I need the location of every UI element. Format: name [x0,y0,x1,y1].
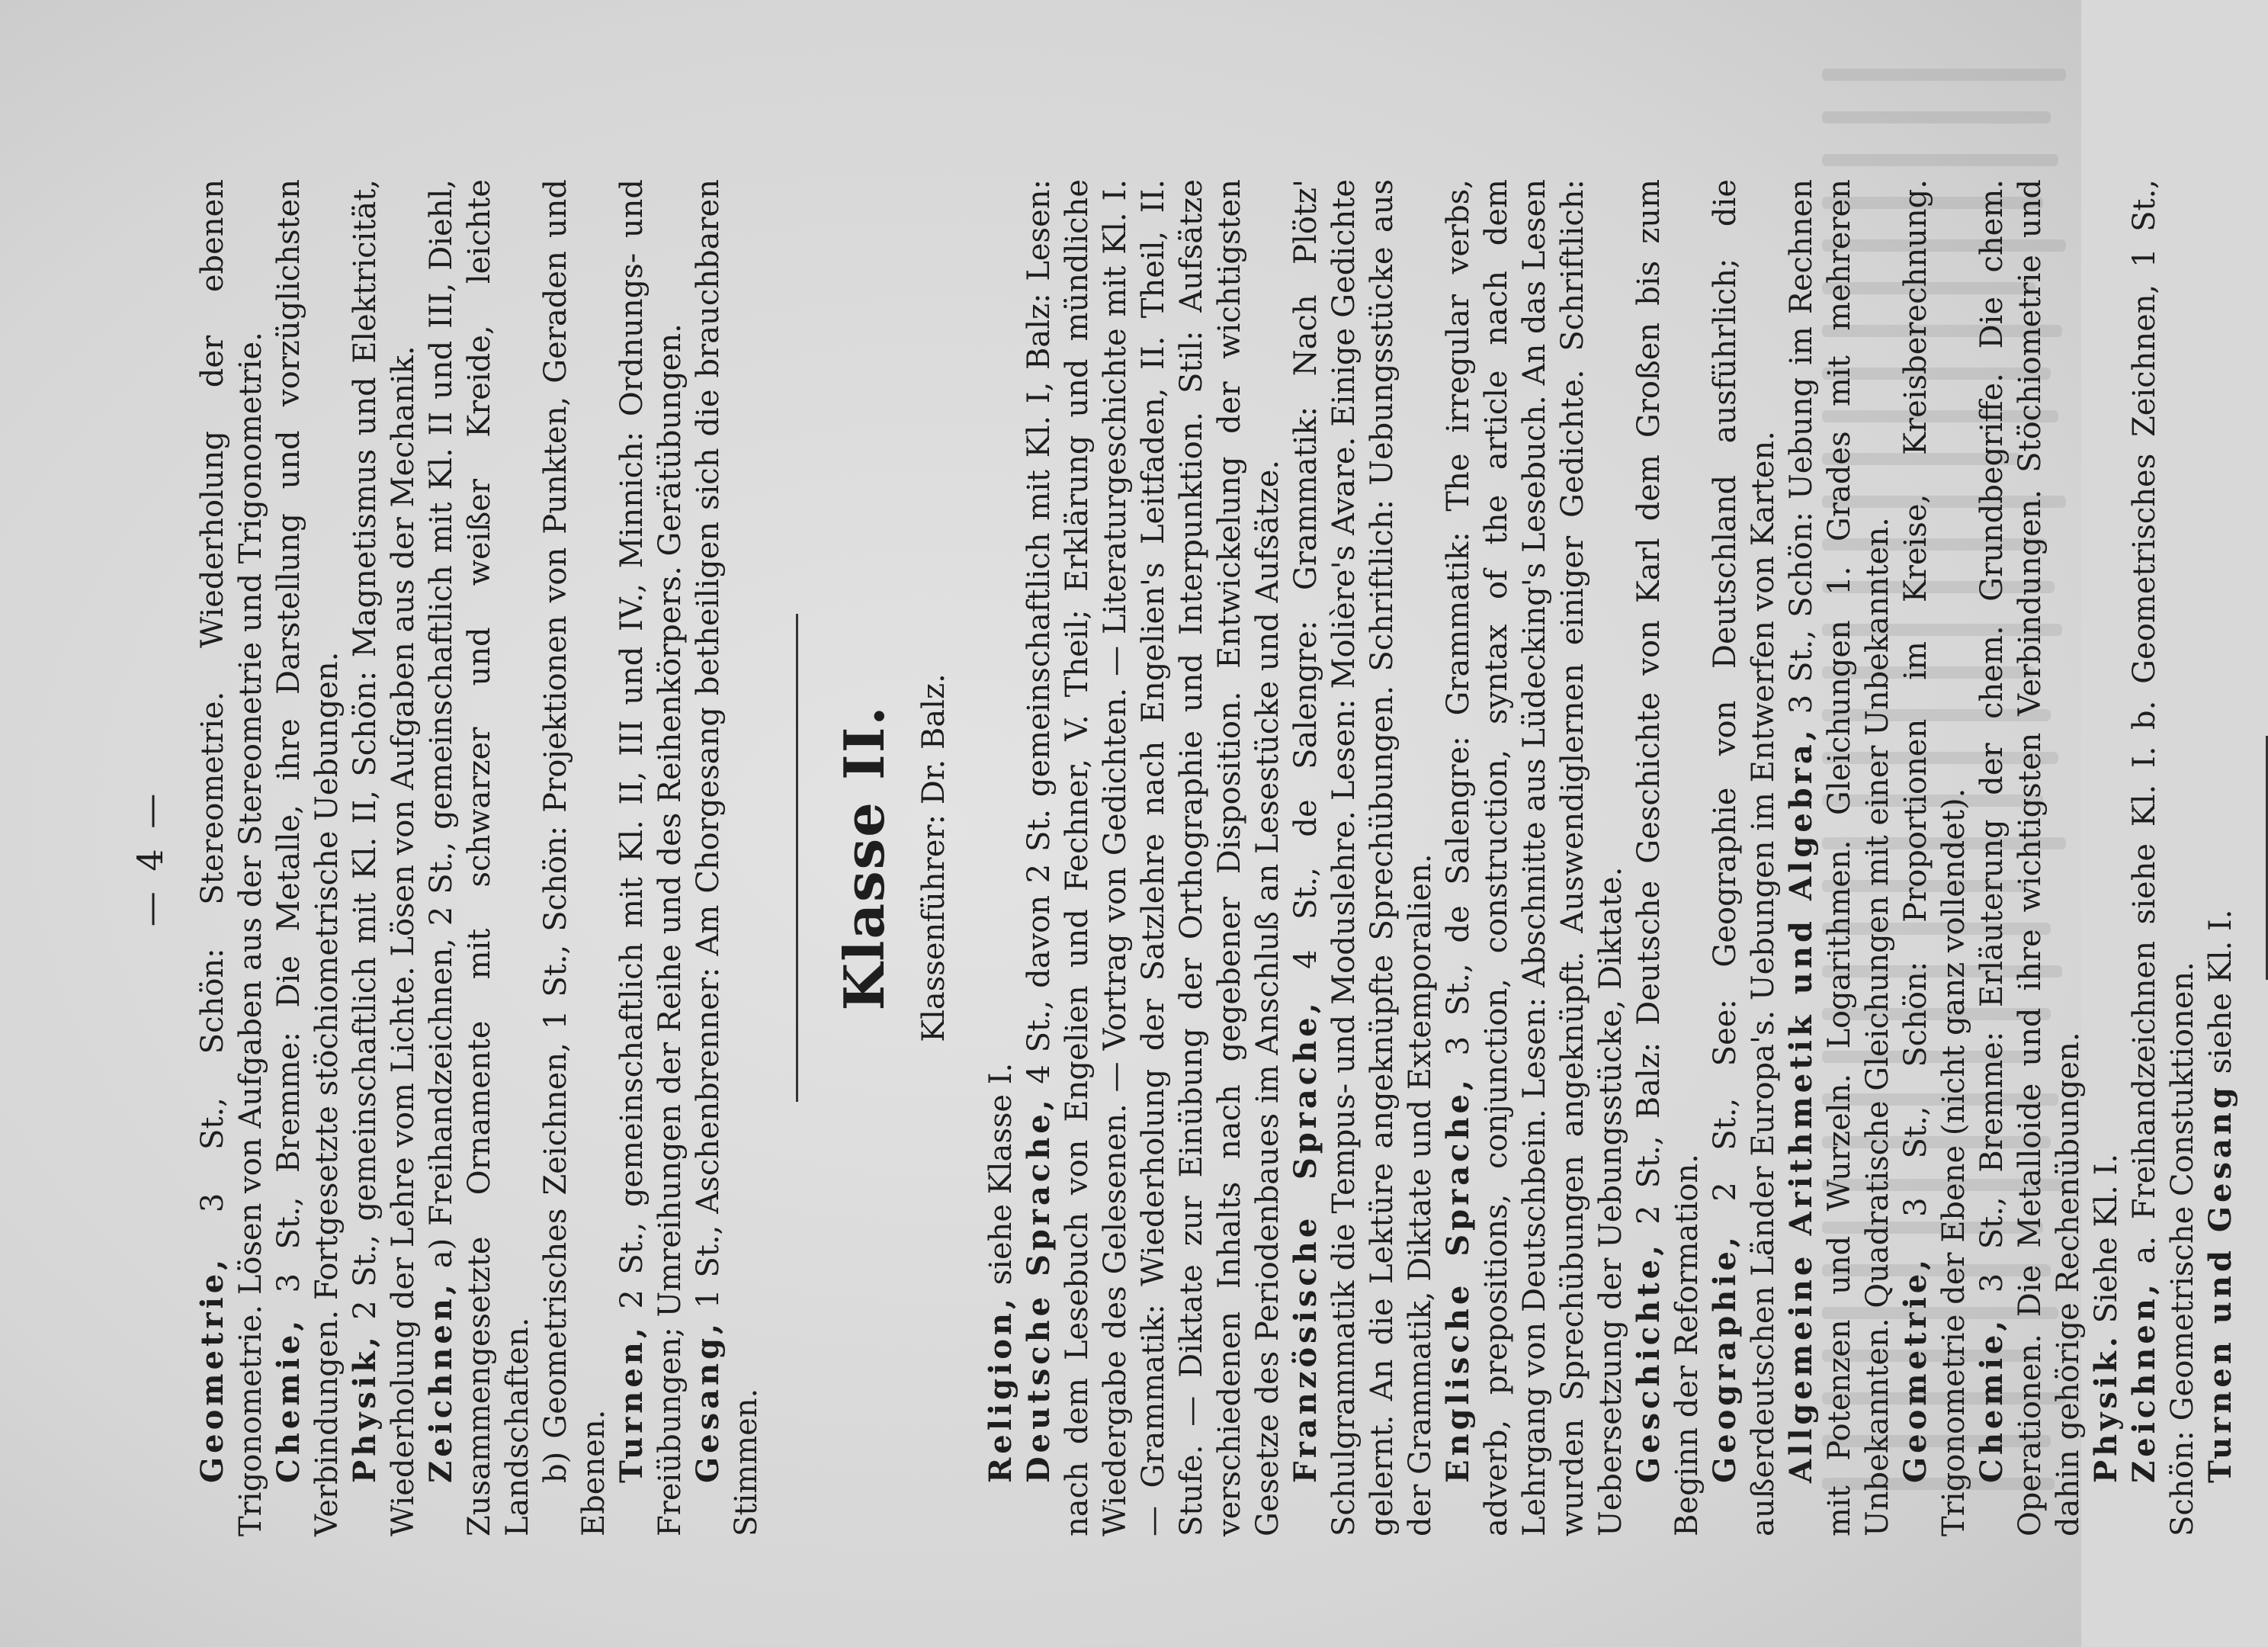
subject-paragraph-physik [346,179,422,1536]
subject-keyword: Chemie, [1974,1316,2010,1483]
subject-text: siehe Kl. I. [2203,909,2238,1084]
subject-paragraph-geschichte [1630,179,1706,1536]
document-page [114,149,2238,1582]
subject-paragraph-arithmetik-algebra [1782,179,1897,1536]
subject-text: 2 St., gemeinschaftlich mit Kl. II, III und IV., Minnich: Ordnungs- und Freiübungen; Umreihungen der Reihe und des Reihenkörpers. Gerätübungen. [614,179,688,1536]
subject-text: Siehe Kl. I. [2089,1153,2124,1334]
subject-keyword: Geometrie, [194,1255,230,1483]
subject-text: 2 St., See: Geographie von Deutschland ausführlich; die außerdeutschen Länder Europa's. Uebungen im Entwerfen von Karten. [1708,179,1781,1536]
subject-text: 3 St., Bremme: Erläuterung der chem. Grundbegriffe. Die chem. Operationen. Die Metalloide und ihre wichtigsten Verbindungen. Stöchiometrie und dahin gehörige Rechenübungen. [1974,179,2086,1536]
subject-paragraph-englische-sprache [1439,179,1630,1536]
class-leader: Klassenführer: Dr. Balz. [916,673,951,1042]
subject-paragraph-turnen [613,179,689,1536]
class-ii-subjects [982,179,2240,1536]
subject-keyword: Geographie, [1707,1233,1743,1483]
subject-text: 3 St., de Salengre: Grammatik: The irregular verbs, adverb, prepositions, conjunction, construction, syntax of the article nach dem Lehrgang von Deutschbein. Lesen: Abschnitte aus Lüdecking's Lesebuch. An das Lesen wurden Sprechübungen angeknüpft. Auswendiglernen einiger Gedichte. Schriftlich: Uebersetzung der Uebungsstücke, Diktate. [1441,179,1628,1536]
subject-paragraph-franzoesische-sprache [1287,179,1439,1536]
subject-text: 3 St., Schön: Uebung im Rechnen mit Potenzen und Wurzeln. Logarithmen. Gleichungen 1. Grades mit mehreren Unbekannten. Quadratische Gleichungen mit einer Unbekannten. [1784,179,1895,1536]
subject-text: b) Geometrisches Zeichnen, 1 St., Schön: Projektionen von Punkten, Geraden und Ebenen. [538,179,611,1536]
subject-keyword: Allgemeine Arithmetik und Algebra, [1783,726,1819,1483]
subject-keyword: Physik, [347,1333,383,1483]
subject-text: 3 St., Schön: Stereometrie. Wiederholung der ebenen Trigonometrie. Lösen von Aufgaben aus der Stereometrie und Trigonometrie. [195,179,268,1536]
subject-paragraph-religion [982,179,1020,1536]
class-heading: Klasse II. [832,705,897,1011]
subject-paragraph-zeichnen [2125,179,2202,1536]
subject-text: 1 St., Aschenbrenner: Am Chorgesang betheiligen sich die brauchbaren Stimmen. [691,179,764,1536]
subject-keyword: Französische Sprache, [1288,999,1323,1483]
page-number: — 4 — [130,788,171,927]
subject-keyword: Physik. [2088,1333,2124,1483]
subject-text: 3 St., Bremme: Die Metalle, ihre Darstellung und vorzüglichsten Verbindungen. Fortgesetzte stöchiometrische Uebungen. [271,179,345,1536]
subject-keyword: Zeichnen, [2126,1280,2162,1483]
subject-keyword: Englische Sprache, [1440,1076,1476,1483]
subject-paragraph-chemie [1973,179,2087,1536]
subject-text: 3 St., Schön: Proportionen im Kreise, Kreisberechnung. Trigonometrie der Ebene (nicht ganz vollendet). [1898,179,1971,1536]
subject-text: 4 St., de Salengre: Grammatik: Nach Plötz' Schulgrammatik die Tempus- und Moduslehre. Lesen: Molière's Avare. Einige Gedichte gelernt. An die Lektüre angeknüpfte Sprechübungen. Schriftlich: Uebungsstücke aus der Grammatik, Diktate und Extemporalien. [1288,179,1438,1536]
subject-text: 2 St., Balz: Deutsche Geschichte von Karl dem Großen bis zum Beginn der Reformation. [1631,179,1705,1536]
subject-keyword: Zeichnen, [423,1280,459,1483]
subject-keyword: Turnen, [614,1324,650,1483]
section-divider [796,614,798,1102]
subject-paragraph-geographie [1706,179,1782,1536]
subject-paragraph-deutsche-sprache [1020,179,1287,1536]
subject-keyword: Gesang, [690,1319,726,1483]
subject-paragraph-geometrie [194,179,270,1536]
subject-keyword: Chemie, [271,1316,306,1483]
subject-text: a. Freihandzeichnen siehe Kl. I. b. Geometrisches Zeichnen, 1 St., Schön: Geometrische Constuktionen. [2127,179,2200,1536]
class-i-subjects-continued [194,179,765,1536]
subject-keyword: Geometrie, [1897,1255,1933,1483]
subject-text: siehe Klasse I. [983,1062,1019,1295]
subject-keyword: Deutsche Sprache, [1021,1096,1057,1483]
subject-paragraph-chemie [270,179,346,1536]
subject-paragraph-physik [2087,179,2125,1536]
subject-paragraph-turnen-gesang [2202,179,2240,1536]
subject-keyword: Turnen und Gesang [2202,1084,2238,1483]
subject-text: a) Freihandzeichnen, 2 St., gemeinschaftlich mit Kl. II und III, Diehl, Zusammengesetzte Ornamente mit schwarzer und weißer Kreide, leichte Landschaften. [424,179,535,1536]
subject-paragraph-geometrie [1897,179,1973,1536]
subject-text: 4 St., davon 2 St. gemeinschaftlich mit Kl. I, Balz: Lesen: nach dem Lesebuch von Engelien und Fechner, V. Theil; Erklärung und mündliche Wiedergabe des Gelesenen. — Vortrag von Gedichten. — Literaturgeschichte mit Kl. I. — Grammatik: Wiederholung der Satzlehre nach Engelien's Leitfaden, II. Theil, II. Stufe. — Diktate zur Einübung der Orthographie und Interpunktion. Stil: Aufsätze verschiedenen Inhalts nach gegebener Disposition. Entwickelung der wichtigsten Gesetze des Periodenbaues im Anschluß an Lesestücke und Aufsätze. [1022,179,1285,1536]
subject-paragraph-geometrisches-zeichnen [537,179,613,1536]
subject-paragraph-gesang [689,179,765,1536]
subject-text: 2 St., gemeinschaftlich mit Kl. II, Schön: Magnetismus und Elektricität, Wiederholung der Lehre vom Lichte. Lösen von Aufgaben aus der Mechanik. [348,179,421,1536]
subject-keyword: Religion, [983,1295,1019,1483]
subject-paragraph-zeichnen [422,179,537,1536]
subject-keyword: Geschichte, [1631,1241,1667,1483]
